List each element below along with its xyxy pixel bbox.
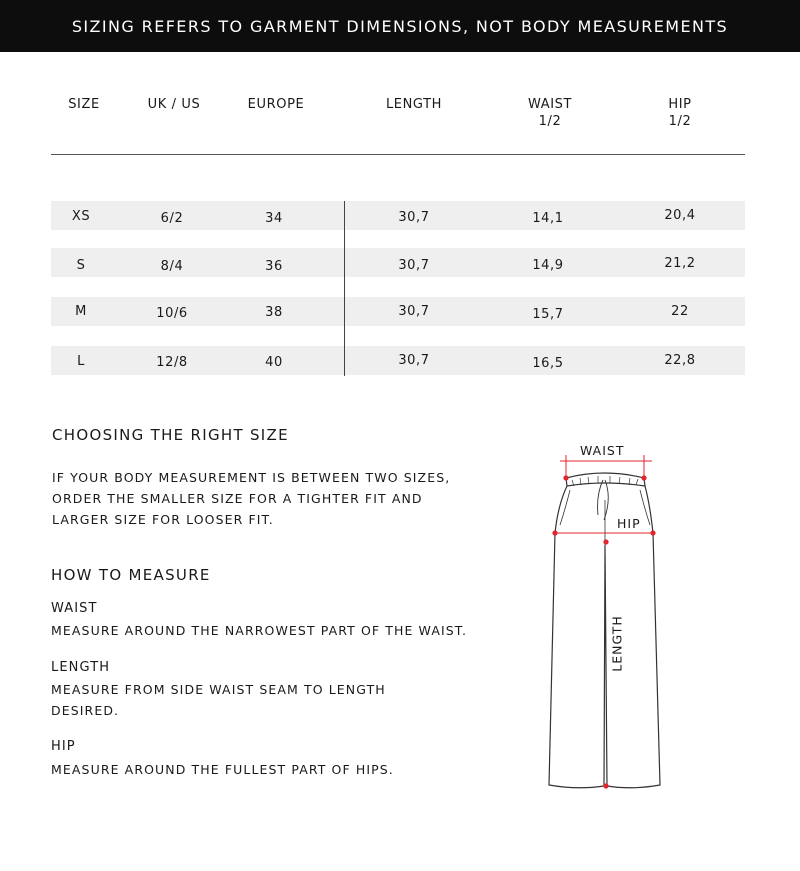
header-size: SIZE [68, 97, 100, 112]
pocket-left [560, 490, 570, 525]
diagram-length-label: LENGTH [609, 615, 625, 672]
diagram-waist-label: WAIST [580, 443, 625, 458]
cell-europe: 38 [265, 305, 283, 320]
cell-uk-us: 10/6 [156, 306, 188, 321]
cell-hip: 20,4 [664, 208, 696, 223]
cell-hip: 22 [671, 304, 689, 319]
trouser-outline [549, 486, 660, 788]
how-to-measure-title: HOW TO MEASURE [51, 566, 211, 584]
hip-instruction: MEASURE AROUND THE FULLEST PART OF HIPS. [51, 762, 394, 777]
header-divider [51, 154, 745, 155]
cell-europe: 34 [265, 211, 283, 226]
cell-uk-us: 6/2 [160, 211, 184, 226]
cell-size: XS [71, 209, 91, 224]
banner-text: SIZING REFERS TO GARMENT DIMENSIONS, NOT BODY MEASUREMENTS [71, 16, 729, 36]
waist-label: WAIST [51, 601, 98, 616]
cell-size: L [77, 354, 85, 369]
cell-size: S [76, 258, 86, 273]
header-uk-us: UK / US [147, 97, 201, 112]
cell-europe: 40 [265, 355, 283, 370]
choosing-title: CHOOSING THE RIGHT SIZE [52, 426, 289, 444]
cell-length: 30,7 [398, 304, 430, 319]
cell-waist: 14,1 [532, 211, 564, 226]
cell-length: 30,7 [398, 210, 430, 225]
hip-label: HIP [51, 739, 76, 754]
length-instruction: MEASURE FROM SIDE WAIST SEAM TO LENGTH DESIRED. [51, 682, 386, 718]
cell-hip: 22,8 [664, 353, 696, 368]
cell-waist: 15,7 [532, 307, 564, 322]
cell-uk-us: 8/4 [160, 259, 184, 274]
cell-size: M [75, 304, 87, 319]
length-label: LENGTH [51, 660, 111, 675]
header-waist: WAIST 1/2 [527, 97, 573, 129]
header-length: LENGTH [385, 97, 443, 112]
cell-length: 30,7 [398, 353, 430, 368]
header-banner [0, 0, 800, 52]
cell-uk-us: 12/8 [156, 355, 188, 370]
cell-length: 30,7 [398, 258, 430, 273]
trousers-diagram [540, 435, 670, 795]
pocket-right [640, 490, 650, 525]
cell-europe: 36 [265, 259, 283, 274]
column-divider [344, 201, 345, 376]
header-europe: EUROPE [247, 97, 305, 112]
hip-measure [552, 530, 655, 535]
cell-hip: 21,2 [664, 256, 696, 271]
waist-instruction: MEASURE AROUND THE NARROWEST PART OF THE WAIST. [51, 623, 468, 638]
waistband-outline [566, 473, 645, 486]
header-hip: HIP 1/2 [668, 97, 692, 129]
cell-waist: 14,9 [532, 258, 564, 273]
diagram-hip-label: HIP [617, 516, 641, 531]
choosing-text: IF YOUR BODY MEASUREMENT IS BETWEEN TWO SIZES, ORDER THE SMALLER SIZE FOR A TIGHTER FIT AND LARGER SIZE FOR LOOSER FIT. [52, 470, 451, 527]
drawstring [598, 480, 609, 520]
cell-waist: 16,5 [532, 356, 564, 371]
